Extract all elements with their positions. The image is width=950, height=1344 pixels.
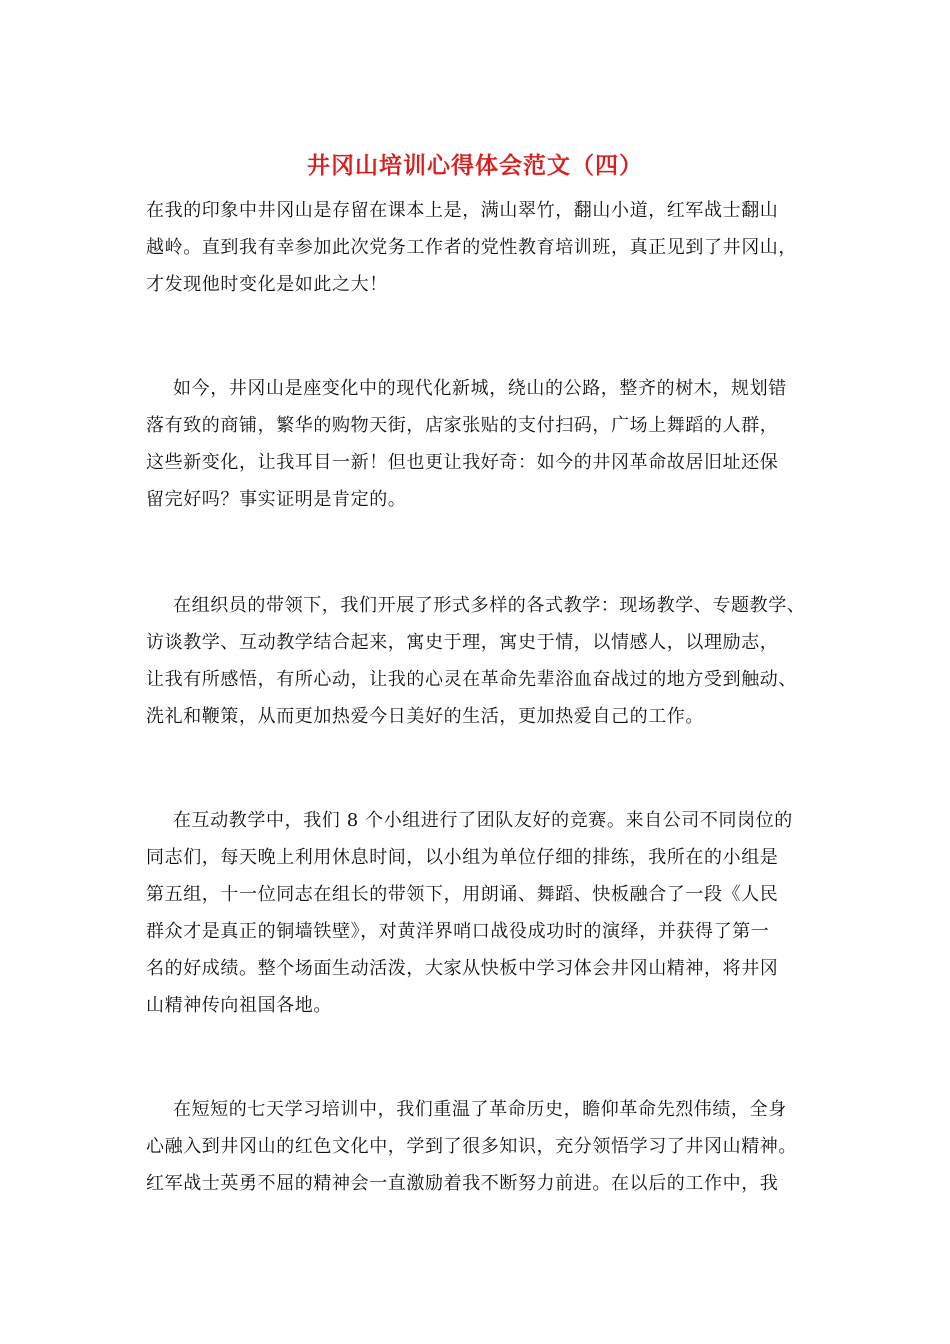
paragraph-line: 越岭。直到我有幸参加此次党务工作者的党性教育培训班，真正见到了井冈山， [146, 237, 797, 258]
paragraph-line: 心融入到井冈山的红色文化中，学到了很多知识，充分领悟学习了井冈山精神。 [146, 1136, 797, 1157]
paragraph-line: 才发现他时变化是如此之大！ [146, 274, 388, 295]
paragraph-line: 同志们，每天晚上利用休息时间，以小组为单位仔细的排练，我所在的小组是 [146, 847, 779, 868]
paragraph-line: 在我的印象中井冈山是存留在课本上是，满山翠竹，翻山小道，红军战士翻山 [146, 200, 779, 221]
paragraph-line: 第五组，十一位同志在组长的带领下，用朗诵、舞蹈、快板融合了一段《人民 [146, 884, 779, 905]
paragraph-line: 访谈教学、互动教学结合起来，寓史于理，寓史于情，以情感人，以理励志， [146, 632, 779, 653]
paragraph-line: 留完好吗？事实证明是肯定的。 [146, 489, 407, 510]
paragraph-line: 在短短的七天学习培训中，我们重温了革命历史，瞻仰革命先烈伟绩，全身 [173, 1099, 787, 1120]
paragraph-line: 红军战士英勇不屈的精神会一直激励着我不断努力前进。在以后的工作中，我 [146, 1173, 779, 1194]
paragraph-line: 落有致的商铺，繁华的购物天街，店家张贴的支付扫码，广场上舞蹈的人群， [146, 415, 779, 436]
paragraph-line: 如今，井冈山是座变化中的现代化新城，绕山的公路，整齐的树木，规划错 [173, 378, 787, 399]
document-title: 井冈山培训心得体会范文（四） [307, 152, 643, 179]
paragraph-line: 山精神传向祖国各地。 [146, 995, 332, 1016]
paragraph-line: 名的好成绩。整个场面生动活泼，大家从快板中学习体会井冈山精神，将井冈 [146, 958, 779, 979]
paragraph-line: 让我有所感悟，有所心动，让我的心灵在革命先辈浴血奋战过的地方受到触动、 [146, 669, 797, 690]
paragraph-line: 群众才是真正的铜墙铁壁》，对黄洋界哨口战役成功时的演绎，并获得了第一 [146, 921, 770, 942]
paragraph-line: 这些新变化，让我耳目一新！但也更让我好奇：如今的井冈革命故居旧址还保 [146, 452, 779, 473]
paragraph-line: 在组织员的带领下，我们开展了形式多样的各式教学：现场教学、专题教学、 [173, 595, 806, 616]
paragraph-line: 洗礼和鞭策，从而更加热爱今日美好的生活，更加热爱自己的工作。 [146, 706, 704, 727]
paragraph-line: 在互动教学中，我们 8 个小组进行了团队友好的竞赛。来自公司不同岗位的 [173, 810, 793, 831]
